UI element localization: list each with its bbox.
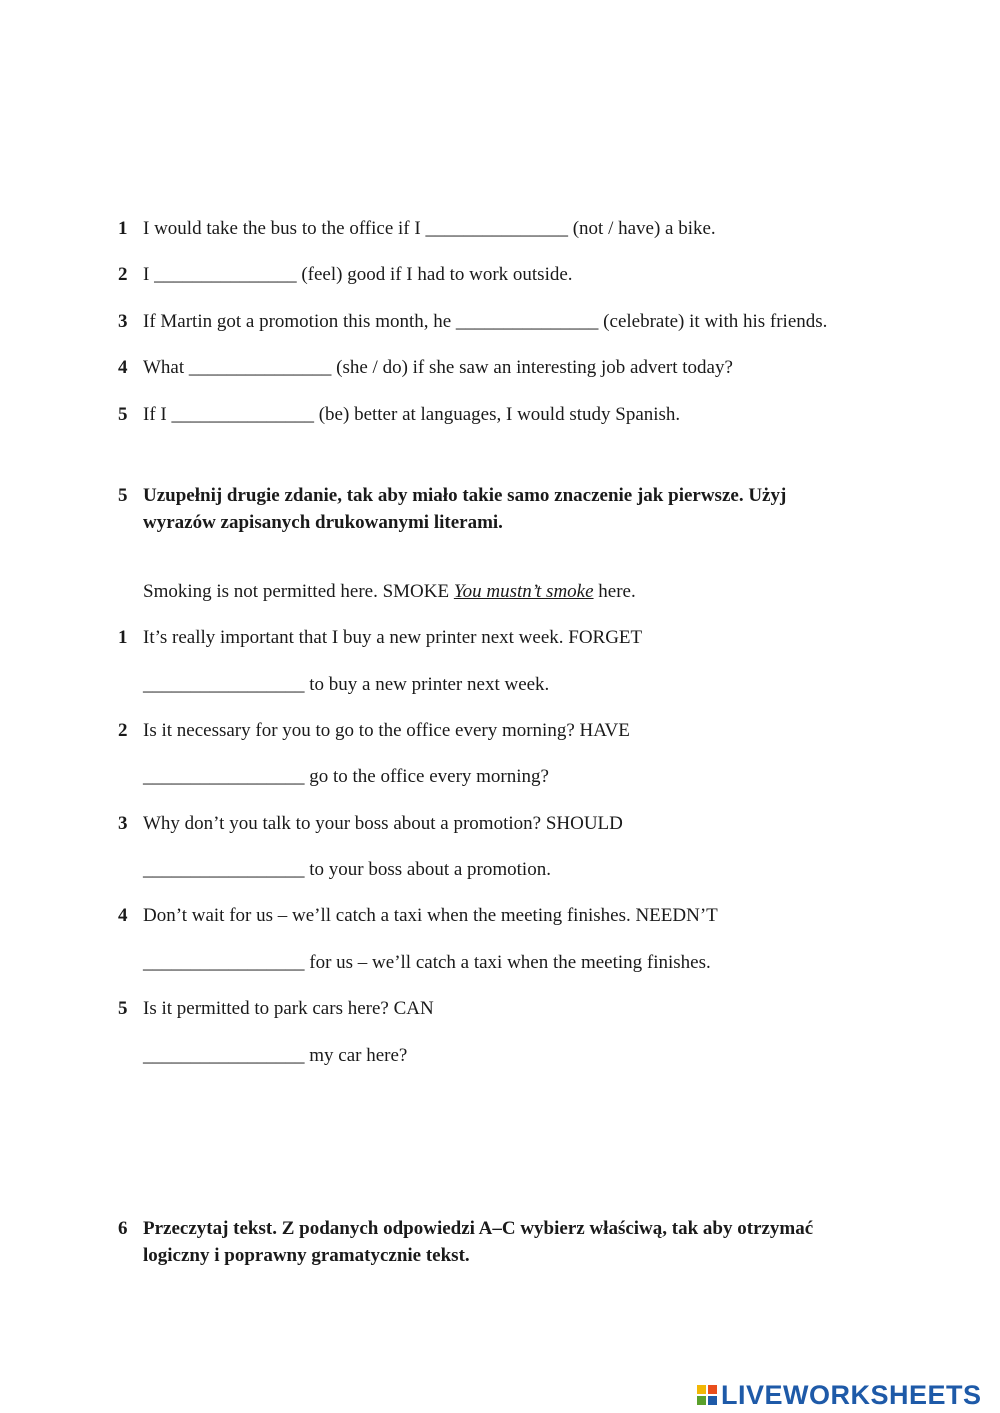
- item-number: 1: [118, 627, 128, 648]
- exercise-5-item-5-answer: _________________ my car here?: [143, 1045, 408, 1066]
- exercise-number: 6: [118, 1218, 128, 1239]
- item-prompt: Is it necessary for you to go to the office every morning? HAVE: [143, 720, 630, 741]
- item-number: 5: [118, 404, 128, 425]
- item-number: 3: [118, 813, 128, 834]
- exercise-4-item-5: [118, 403, 680, 427]
- exercise-5-item-1-prompt: [118, 626, 642, 650]
- exercise-4-item-3: [118, 310, 827, 334]
- liveworksheets-logo: [697, 1380, 982, 1410]
- exercise-5-example: [143, 580, 636, 604]
- exercise-instruction: Przeczytaj tekst. Z podanych odpowiedzi A–C wybierz właściwą, tak aby otrzymać logiczny i poprawny gramatycznie tekst.: [143, 1218, 814, 1266]
- example-suffix: here.: [593, 581, 636, 602]
- exercise-4-item-4: [118, 356, 733, 380]
- exercise-instruction: Uzupełnij drugie zdanie, tak aby miało takie samo znaczenie jak pierwsze. Użyj wyrazów zapisanych drukowanymi literami.: [143, 485, 787, 533]
- exercise-5-item-4-prompt: [118, 904, 718, 928]
- exercise-5-item-5-prompt: [118, 997, 434, 1021]
- exercise-5-item-2-prompt: [118, 719, 630, 743]
- exercise-4-item-1: [118, 217, 716, 241]
- liveworksheets-logo-icon: [697, 1385, 717, 1405]
- item-text: If I _______________ (be) better at languages, I would study Spanish.: [143, 404, 681, 425]
- item-text: What _______________ (she / do) if she saw an interesting job advert today?: [143, 357, 733, 378]
- example-prompt: Smoking is not permitted here. SMOKE: [143, 581, 454, 602]
- exercise-number: 5: [118, 485, 128, 506]
- item-prompt: Is it permitted to park cars here? CAN: [143, 998, 434, 1019]
- exercise-4-item-2: [118, 263, 573, 287]
- item-number: 5: [118, 998, 128, 1019]
- exercise-5-heading: [118, 482, 843, 536]
- item-number: 3: [118, 311, 128, 332]
- exercise-5-item-4-answer: _________________ for us – we’ll catch a taxi when the meeting finishes.: [143, 952, 711, 973]
- item-number: 2: [118, 720, 128, 741]
- example-answer: You mustn’t smoke: [453, 581, 594, 602]
- item-text: I would take the bus to the office if I _______________ (not / have) a bike.: [143, 218, 716, 239]
- exercise-5-item-1-answer: _________________ to buy a new printer next week.: [143, 674, 550, 695]
- item-prompt: Why don’t you talk to your boss about a promotion? SHOULD: [143, 813, 623, 834]
- item-number: 1: [118, 218, 128, 239]
- item-number: 2: [118, 264, 128, 285]
- exercise-5-item-3-answer: _________________ to your boss about a promotion.: [143, 859, 551, 880]
- item-text: If Martin got a promotion this month, he _______________ (celebrate) it with his friends.: [143, 311, 828, 332]
- item-prompt: It’s really important that I buy a new printer next week. FORGET: [143, 627, 643, 648]
- exercise-6-heading: [118, 1215, 843, 1269]
- item-number: 4: [118, 357, 128, 378]
- item-text: I _______________ (feel) good if I had to work outside.: [143, 264, 573, 285]
- logo-text: LIVEWORKSHEETS: [721, 1379, 982, 1410]
- exercise-5-item-3-prompt: [118, 812, 623, 836]
- item-prompt: Don’t wait for us – we’ll catch a taxi when the meeting finishes. NEEDN’T: [143, 905, 718, 926]
- exercise-5-item-2-answer: _________________ go to the office every morning?: [143, 766, 549, 787]
- item-number: 4: [118, 905, 128, 926]
